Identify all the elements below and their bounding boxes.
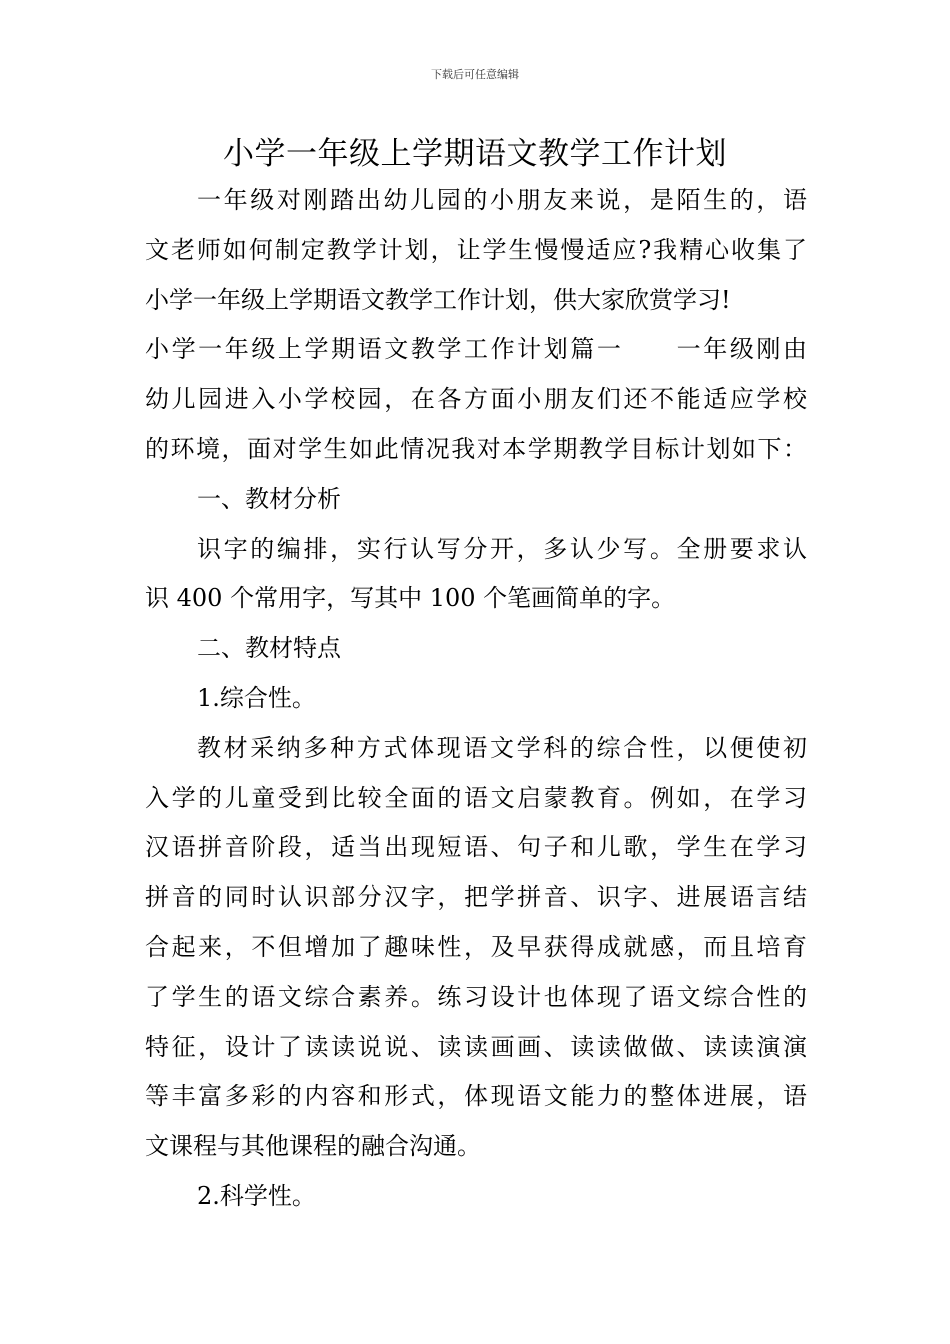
document-title: 小学一年级上学期语文教学工作计划 [223, 136, 727, 172]
body-line: 入学的儿童受到比较全面的语文启蒙教育。例如，在学习 [145, 783, 807, 812]
subsection-heading: 1.综合性。 [197, 683, 316, 712]
body-line: 了学生的语文综合素养。练习设计也体现了语文综合性的 [145, 982, 807, 1011]
body-line: 教材采纳多种方式体现语文学科的综合性，以便使初 [197, 733, 807, 762]
body-line: 特征，设计了读读说说、读读画画、读读做做、读读演演 [145, 1032, 807, 1061]
subsection-heading: 2.科学性。 [197, 1181, 316, 1210]
body-line: 小学一年级上学期语文教学工作计划，供大家欣赏学习! [145, 285, 731, 314]
page-header: 下载后可任意编辑 [431, 68, 519, 81]
body-line: 汉语拼音阶段，适当出现短语、句子和儿歌，学生在学习 [145, 833, 807, 862]
body-line: 一年级对刚踏出幼儿园的小朋友来说，是陌生的，语 [197, 186, 807, 214]
body-line: 识字的编排，实行认写分开，多认少写。全册要求认 [197, 534, 807, 563]
body-line: 拼音的同时认识部分汉字，把学拼音、识字、进展语言结 [145, 883, 807, 912]
body-line: 小学一年级上学期语文教学工作计划篇一 一年级刚由 [145, 335, 807, 364]
body-line: 识 400 个常用字，写其中 100 个笔画简单的字。 [145, 584, 676, 613]
body-line: 文老师如何制定教学计划，让学生慢慢适应?我精心收集了 [145, 235, 807, 264]
section-heading: 二、教材特点 [197, 634, 341, 663]
body-line: 的环境，面对学生如此情况我对本学期教学目标计划如下： [145, 434, 807, 463]
document-body [145, 176, 807, 1222]
body-line: 幼儿园进入小学校园，在各方面小朋友们还不能适应学校 [145, 385, 807, 414]
body-line: 等丰富多彩的内容和形式，体现语文能力的整体进展，语 [145, 1082, 807, 1111]
body-line: 合起来，不但增加了趣味性，及早获得成就感，而且培育 [145, 932, 807, 961]
section-heading: 一、教材分析 [197, 484, 341, 513]
body-line: 文课程与其他课程的融合沟通。 [145, 1132, 481, 1161]
